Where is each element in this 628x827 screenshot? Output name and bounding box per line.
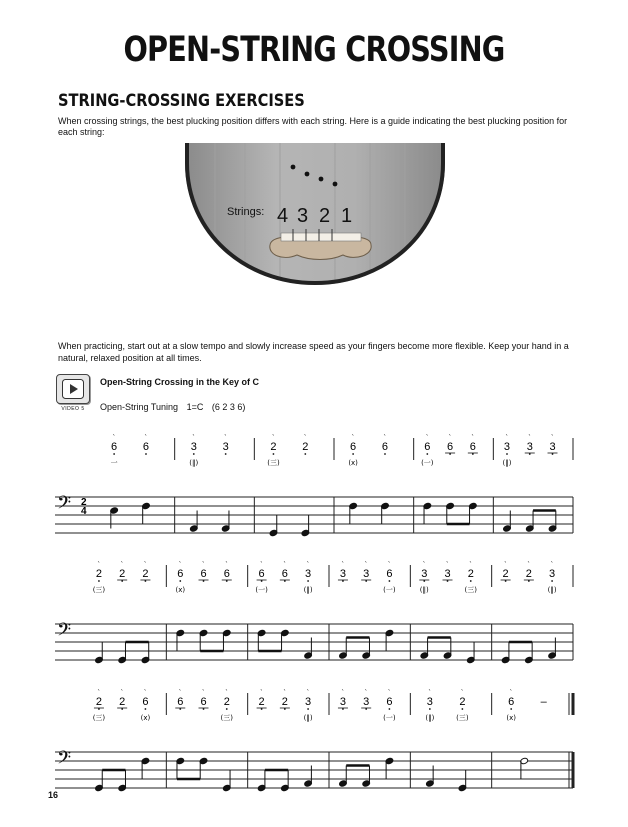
octave-dot [426,453,428,455]
jianpu-digit: 2 [119,568,126,580]
pluck-mark: ˋ [143,561,148,569]
jianpu-digit: 2 [467,568,474,580]
string-label: (三) [464,586,477,594]
exercise-title: Open-String Crossing in the Key of C [100,377,260,387]
jianpu-digit: 6 [223,568,230,580]
octave-dot [273,453,275,455]
pluck-mark: ˋ [283,561,287,569]
jianpu-digit: 6 [142,696,149,708]
jianpu-digit: 6 [142,441,150,453]
jianpu-digit: 3 [305,568,312,580]
pluck-mark: ˋ [351,434,355,442]
jianpu-digit: 3 [549,441,556,453]
pluck-mark: ˋ [505,434,509,442]
pluck-mark: ˋ [144,434,148,442]
jianpu-digit: 3 [190,441,197,453]
pluck-mark: ˋ [201,561,206,569]
pluck-mark: ˋ [306,561,310,569]
pluck-mark: ˋ [509,689,513,697]
pluck-mark: ˋ [527,561,531,569]
jianpu-digit: 2 [525,568,532,580]
jianpu-digit: 3 [363,568,370,580]
tuning-key: 1=C [186,402,204,412]
string-label: (三) [456,714,469,722]
octave-dot [510,708,512,710]
jianpu-digit: 6 [386,696,393,708]
jianpu-digit: 3 [426,696,433,708]
pluck-mark: ˋ [387,689,392,697]
jianpu-digit: 6 [200,696,207,708]
practice-paragraph: When practicing, start out at a slow tempo and slowly increase speed as your fingers become more flexible. Keep your hand in a natural, relaxed position at all times. [58,341,569,363]
pluck-mark: ˋ [503,561,508,569]
string-label: (‖) [303,586,313,594]
octave-dot [304,453,306,455]
jianpu-digit: 2 [95,696,103,708]
string-label: (‖) [425,714,435,722]
jianpu-digit: 6 [281,568,288,580]
video-label: VIDEO 5 [61,406,85,412]
jianpu-digit: 2 [142,568,149,580]
jianpu-digit: 6 [177,568,184,580]
jianpu-digit: 3 [421,568,428,580]
octave-dot [470,580,472,582]
pluck-mark: ˋ [178,561,183,569]
octave-dot [551,580,553,582]
string-label: (x) [506,714,516,722]
pluck-mark: ˋ [528,434,532,442]
octave-dot [384,453,386,455]
jianpu-digit: 3 [363,696,370,708]
pluck-mark: ˋ [471,434,475,442]
octave-dot [307,708,309,710]
jianpu-digit: 2 [502,568,509,580]
string-label: (三) [92,714,106,722]
octave-dot [429,708,431,710]
octave-dot [98,580,100,582]
string-label: (‖) [303,714,313,722]
pluck-mark: ˋ [120,689,124,697]
page-number: 16 [48,790,59,800]
pluck-mark: ˋ [306,689,310,697]
string-label: (一) [255,586,268,594]
pluck-mark: ˋ [201,689,206,697]
pluck-mark: ˋ [422,561,427,569]
pluck-mark: ˋ [283,689,287,697]
pluck-mark: ˋ [460,689,465,697]
octave-dot [226,708,228,710]
bass-clef: 𝄢 [57,620,72,645]
pluck-mark: ˋ [341,689,345,697]
pluck-mark: ˋ [550,434,555,442]
string-label: (一) [383,714,396,722]
pluck-mark: ˋ [97,689,101,697]
jianpu-digit: 6 [258,568,265,580]
string-number-4: 4 [277,205,289,227]
pluck-mark: ˋ [469,561,473,569]
time-sig-top: 2 [81,497,87,508]
string-label: (三) [220,714,233,722]
bass-clef: 𝄢 [57,748,72,773]
string-label: (三) [92,586,106,594]
pluck-mark: ˋ [387,561,392,569]
string-label: (x) [175,586,186,594]
jianpu-digit: 2 [258,696,265,708]
pluck-mark: ˋ [425,434,430,442]
string-label: (‖) [419,586,429,594]
jianpu-digit: 6 [447,441,454,453]
pluck-mark: ˋ [259,689,264,697]
pluck-mark: ˋ [143,689,148,697]
pluck-mark: ˋ [383,434,387,442]
jianpu-digit: 6 [177,696,184,708]
pluck-mark: ˋ [550,561,554,569]
octave-dot [389,708,391,710]
octave-dot [225,453,227,455]
string-label: (x) [140,714,151,722]
octave-dot [389,580,391,582]
jianpu-digit: 2 [95,568,103,580]
time-sig-bottom: 4 [81,506,87,517]
string-number-3: 3 [297,205,309,227]
jianpu-digit: 6 [200,568,207,580]
jianpu-digit: 6 [111,441,118,453]
strings-label: Strings: [227,206,265,218]
string-label: (‖) [547,586,557,594]
pluck-mark: ˋ [428,689,432,697]
jianpu-digit: 3 [222,441,229,453]
octave-dot [506,453,508,455]
jianpu-digit: 2 [459,696,466,708]
octave-dot [461,708,463,710]
octave-dot [193,453,195,455]
jianpu-digit: 6 [424,441,431,453]
pluck-mark: ˋ [97,561,101,569]
intro-paragraph: When crossing strings, the best plucking position differs with each string. Here is a guide indicating the best plucking position for each string: [58,116,568,137]
string-label: (三) [267,459,280,467]
pluck-mark: ˋ [445,561,450,569]
string-number-2: 2 [319,205,331,227]
jianpu-digit: 6 [386,568,393,580]
tuning-notes: (6 2 3 6) [211,402,246,412]
pluck-mark: ˋ [448,434,452,442]
pluck-mark: ˋ [192,434,196,442]
string-label: (‖) [189,459,199,467]
jianpu-digit: 2 [281,696,288,708]
jianpu-digit: 2 [119,696,126,708]
jianpu-digit: 3 [305,696,312,708]
jianpu-digit: 3 [339,568,347,580]
pluck-mark: ˋ [364,689,368,697]
pluck-mark: ˋ [271,434,276,442]
octave-dot [145,453,147,455]
page-title: OPEN-STRING CROSSING [123,30,505,70]
pluck-mark: ˋ [259,561,264,569]
string-label: (一) [383,586,396,594]
octave-dot [307,580,309,582]
octave-dot [179,580,181,582]
pluck-mark: ˋ [112,434,116,442]
string-label: (‖) [502,459,512,467]
jianpu-digit: 3 [444,568,451,580]
string-number-1: 1 [341,205,353,227]
pluck-mark: ˋ [178,689,183,697]
octave-dot [352,453,354,455]
pluck-mark: ˋ [120,561,124,569]
pluck-mark: ˋ [303,434,308,442]
jianpu-digit: 6 [381,441,389,453]
jianpu-digit: 2 [270,441,277,453]
octave-dot [145,708,147,710]
tuning-label: Open-String Tuning [100,402,179,412]
string-label: 一 [110,459,118,467]
jianpu-digit: – [540,696,547,708]
jianpu-digit: 6 [508,696,515,708]
pluck-mark: ˋ [223,434,228,442]
string-label: (一) [421,459,434,467]
jianpu-digit: 3 [526,441,533,453]
jianpu-digit: 6 [469,441,476,453]
octave-dot [113,453,115,455]
pluck-mark: ˋ [341,561,345,569]
jianpu-digit: 2 [302,441,309,453]
jianpu-digit: 3 [339,696,347,708]
pluck-mark: ˋ [364,561,368,569]
jianpu-digit: 3 [549,568,556,580]
string-label: (x) [348,459,358,467]
pluck-mark: ˋ [225,689,229,697]
jianpu-digit: 6 [350,441,357,453]
jianpu-digit: 3 [503,441,511,453]
jianpu-digit: 2 [223,696,230,708]
bass-clef: 𝄢 [57,493,72,518]
section-title: STRING-CROSSING EXERCISES [58,91,305,111]
pluck-mark: ˋ [225,561,229,569]
